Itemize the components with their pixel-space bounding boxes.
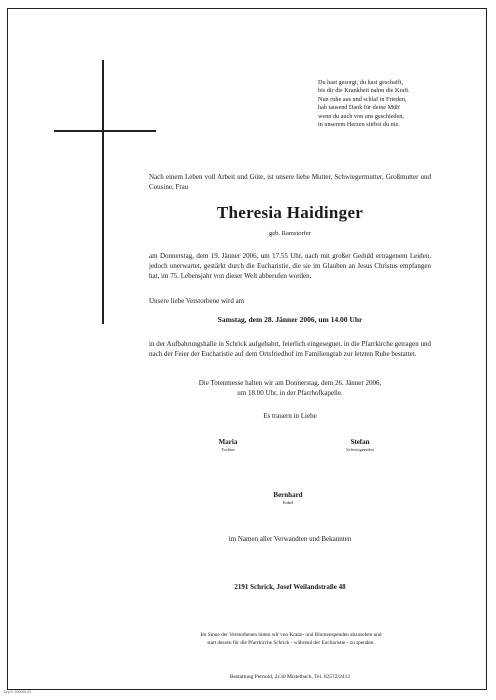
cross-horizontal-bar — [54, 130, 156, 132]
poem-line: in unserem Herzen stirbst du nie. — [318, 121, 400, 129]
poem-line: bis dir die Krankheit nahm die Kraft. — [318, 87, 410, 95]
donation-note-line: statt dessen für die Pfarrkirche Schrick - während der Eucharistie - zu spenden. — [207, 639, 375, 646]
poem-line: Du hast gesorgt, du hast geschafft, — [318, 79, 404, 86]
mourner-relation: Enkel — [282, 500, 294, 505]
poem-line: hab tausend Dank für deine Müh' — [318, 104, 401, 112]
deceased-name: Theresia Haidinger — [216, 203, 364, 222]
poem-line: wenn du auch von uns geschieden, — [318, 112, 404, 120]
intro-text: Nach einem Leben voll Arbeit und Güte, ist unsere liebe Mutter, Schwiegermutter, Großmutter und Cousine, Frau — [149, 173, 431, 191]
mourner-name: Bernhard — [273, 491, 303, 499]
poem-line: Nun ruhe aus und schlaf in Frieden, — [318, 95, 407, 103]
cross-vertical-bar — [102, 60, 104, 324]
mourner-relation: Tochter — [221, 447, 235, 452]
mourning-line: Es trauern in Liebe — [263, 412, 317, 420]
burial-details: in der Aufbahrungshalle in Schrick aufgebahrt, feierlich eingesegnet, in die Pfarrkirche getragen und nach der Feier der Eucharistie auf dem Ortsfriedhof im Familiengrab zur letzten Ruhe bestattet. — [149, 340, 431, 358]
mourner-name: Stefan — [350, 438, 370, 446]
relatives-line: im Namen aller Verwandten und Bekannten — [228, 535, 352, 543]
memorial-poem — [318, 79, 478, 129]
print-code: Drp 5, 300000-01 — [4, 690, 32, 694]
mourner-entry — [325, 438, 395, 453]
mourner-entry — [198, 438, 258, 453]
donation-note — [126, 632, 456, 647]
mass-line-2: um 18.00 Uhr, in der Pfarrhofkapelle. — [237, 389, 343, 397]
mourner-relation: Schwiegersohn — [346, 447, 374, 452]
mourner-entry — [258, 491, 318, 506]
donation-note-line: Im Sinne der Verstorbenen bitten wir von Kranz- und Blumenspenden abzusehen und — [200, 632, 382, 638]
burial-intro: Unsere liebe Verstorbene wird am — [149, 297, 245, 305]
mourner-name: Maria — [218, 438, 238, 446]
burial-date: Samstag, dem 28. Jänner 2006, um 14.00 Uhr — [217, 315, 363, 324]
death-notice-text: am Donnerstag, dem 19. Jänner 2006, um 17.55 Uhr, nach mit großer Geduld ertragenem Leiden, jedoch unerwartet, gestärkt durch die Eucharistie, die sie im Glauben an Jesus Christus empfangen hat, im 75. Lebensjahr von dieser Welt abberufen worden. — [149, 252, 431, 280]
birth-name: geb. Ramstorfer — [269, 230, 311, 237]
mass-line-1: Die Totenmesse halten wir am Donnerstag, dem 26. Jänner 2006, — [198, 379, 382, 387]
undertaker-contact: Bestattung Pernold, 2130 Mistelbach, Tel. 02572/2413 — [229, 674, 351, 680]
family-address: 2191 Schrick, Josef Weilandstraße 48 — [234, 583, 346, 591]
